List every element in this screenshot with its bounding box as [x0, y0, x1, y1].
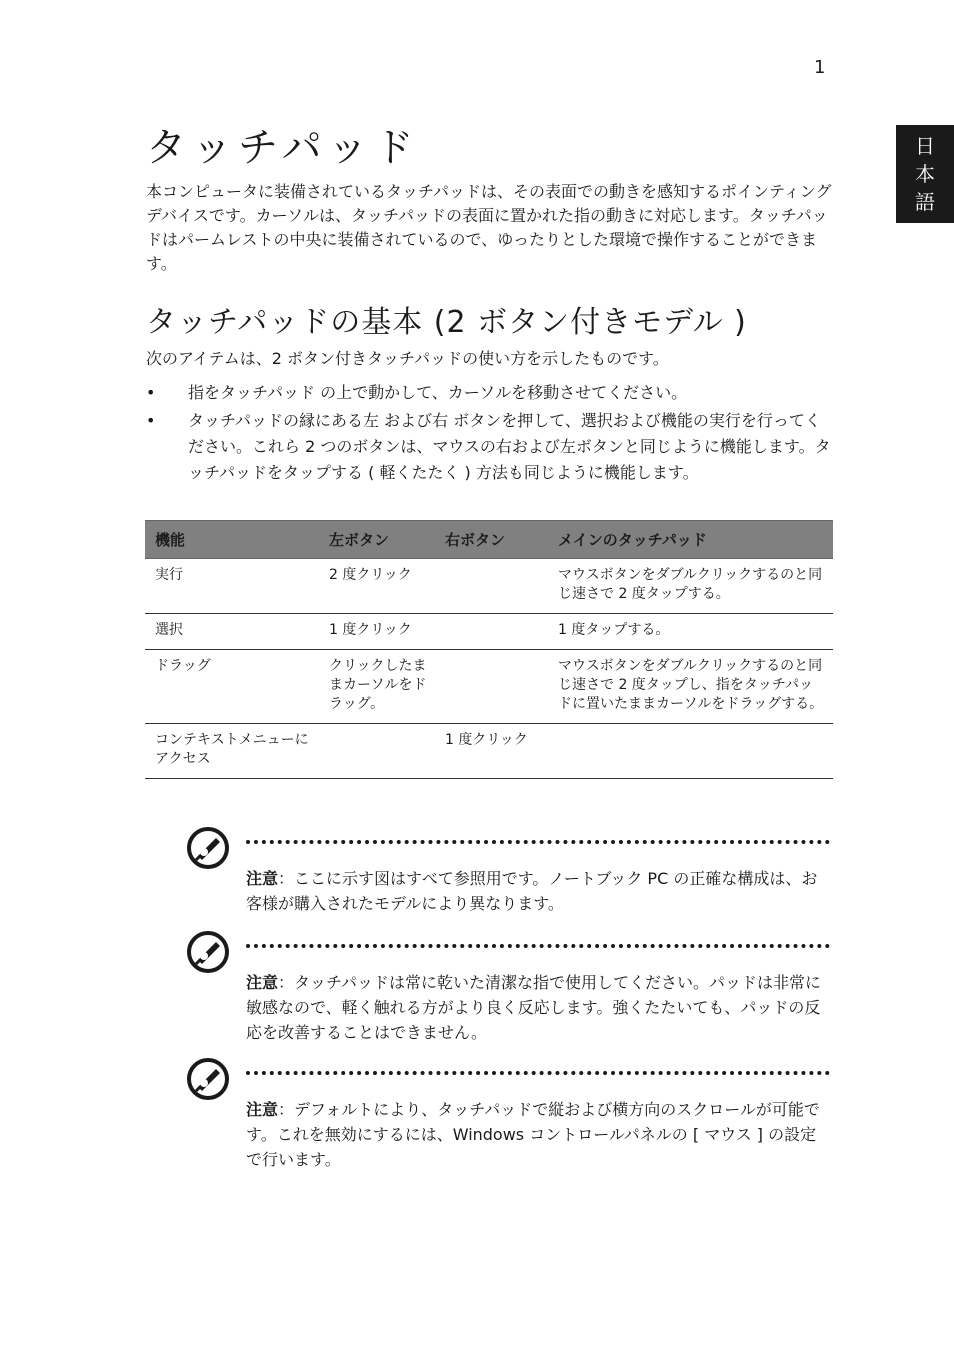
language-tab-char: 語	[915, 190, 935, 214]
note-label: 注意	[246, 973, 279, 992]
dotted-divider	[246, 944, 830, 948]
note-text	[246, 1097, 830, 1172]
bullet-text: タッチパッドの縁にある左 および右 ボタンを押して、選択および機能の実行を行ってください。これら 2 つのボタンは、マウスの右および左ボタンと同じように機能します。タッチパッドをタップする ( 軽くたたく ) 方法も同じように機能します。	[188, 411, 831, 482]
table-cell	[319, 724, 435, 779]
section-title: タッチパッドの基本 (2 ボタン付きモデル )	[146, 305, 747, 340]
language-tab-char: 本	[915, 162, 935, 186]
intro-paragraph: 本コンピュータに装備されているタッチパッドは、その表面での動きを感知するポインティングデバイスです。カーソルは、タッチパッドの表面に置かれた指の動きに対応します。タッチパッドはパームレストの中央に装備されているので、ゆったりとした環境で操作することができます。	[146, 182, 832, 273]
bullet-item	[146, 380, 836, 406]
dotted-divider	[246, 840, 830, 844]
table-cell: マウスボタンをダブルクリックするのと同じ速さで 2 度タップし、指をタッチパッドに置いたままカーソルをドラッグする。	[548, 650, 833, 724]
bullet-icon: •	[146, 411, 156, 430]
language-tab-char: 日	[915, 134, 935, 158]
note-pen-icon	[186, 930, 230, 974]
note-body: ：デフォルトにより、タッチパッドで縦および横方向のスクロールが可能です。これを無効にするには、Windows コントロールパネルの [ マウス ] の設定で行います。	[246, 1100, 820, 1169]
language-tab	[896, 125, 954, 223]
header-function: 機能	[145, 521, 319, 559]
table-cell: ドラッグ	[145, 650, 319, 724]
table-cell: 実行	[145, 559, 319, 614]
bullet-text: 指をタッチパッド の上で動かして、カーソルを移動させてください。	[188, 383, 688, 402]
dotted-divider	[246, 1071, 830, 1075]
note-label: 注意	[246, 869, 279, 888]
bullet-item	[146, 408, 836, 486]
table-cell: 1 度クリック	[319, 614, 435, 650]
header-right-button: 右ボタン	[435, 521, 548, 559]
note-pen-icon	[186, 1057, 230, 1101]
table-cell	[435, 614, 548, 650]
note-text	[246, 970, 830, 1045]
table-cell: コンテキストメニューにアクセス	[145, 724, 319, 779]
note-pen-icon	[186, 826, 230, 870]
note-body: ：タッチパッドは常に乾いた清潔な指で使用してください。パッドは非常に敏感なので、軽く触れる方がより良く反応します。強くたたいても、パッドの反応を改善することはできません。	[246, 973, 822, 1042]
header-main-touchpad: メインのタッチパッド	[548, 521, 833, 559]
table-row	[145, 650, 833, 724]
bullet-list	[146, 380, 836, 488]
note-label: 注意	[246, 1100, 279, 1119]
page-title: タッチパッド	[146, 125, 420, 171]
table-cell	[435, 650, 548, 724]
table-cell: 1 度クリック	[435, 724, 548, 779]
note-text	[246, 866, 830, 916]
header-left-button: 左ボタン	[319, 521, 435, 559]
table-cell: 選択	[145, 614, 319, 650]
table-row	[145, 614, 833, 650]
note-body: ：ここに示す図はすべて参照用です。ノートブック PC の正確な構成は、お客様が購入されたモデルにより異なります。	[246, 869, 818, 913]
bullet-icon: •	[146, 383, 156, 402]
lead-paragraph: 次のアイテムは、2 ボタン付きタッチパッドの使い方を示したものです。	[146, 349, 669, 368]
table-cell: クリックしたままカーソルをドラッグ。	[319, 650, 435, 724]
table-cell	[548, 724, 833, 779]
table-cell: マウスボタンをダブルクリックするのと同じ速さで 2 度タップする。	[548, 559, 833, 614]
page-number: 1	[814, 57, 826, 78]
function-table	[145, 520, 833, 779]
table-row	[145, 559, 833, 614]
table-row	[145, 724, 833, 779]
table-header-row	[145, 521, 833, 559]
table-cell: 2 度クリック	[319, 559, 435, 614]
table-cell	[435, 559, 548, 614]
table-cell: 1 度タップする。	[548, 614, 833, 650]
